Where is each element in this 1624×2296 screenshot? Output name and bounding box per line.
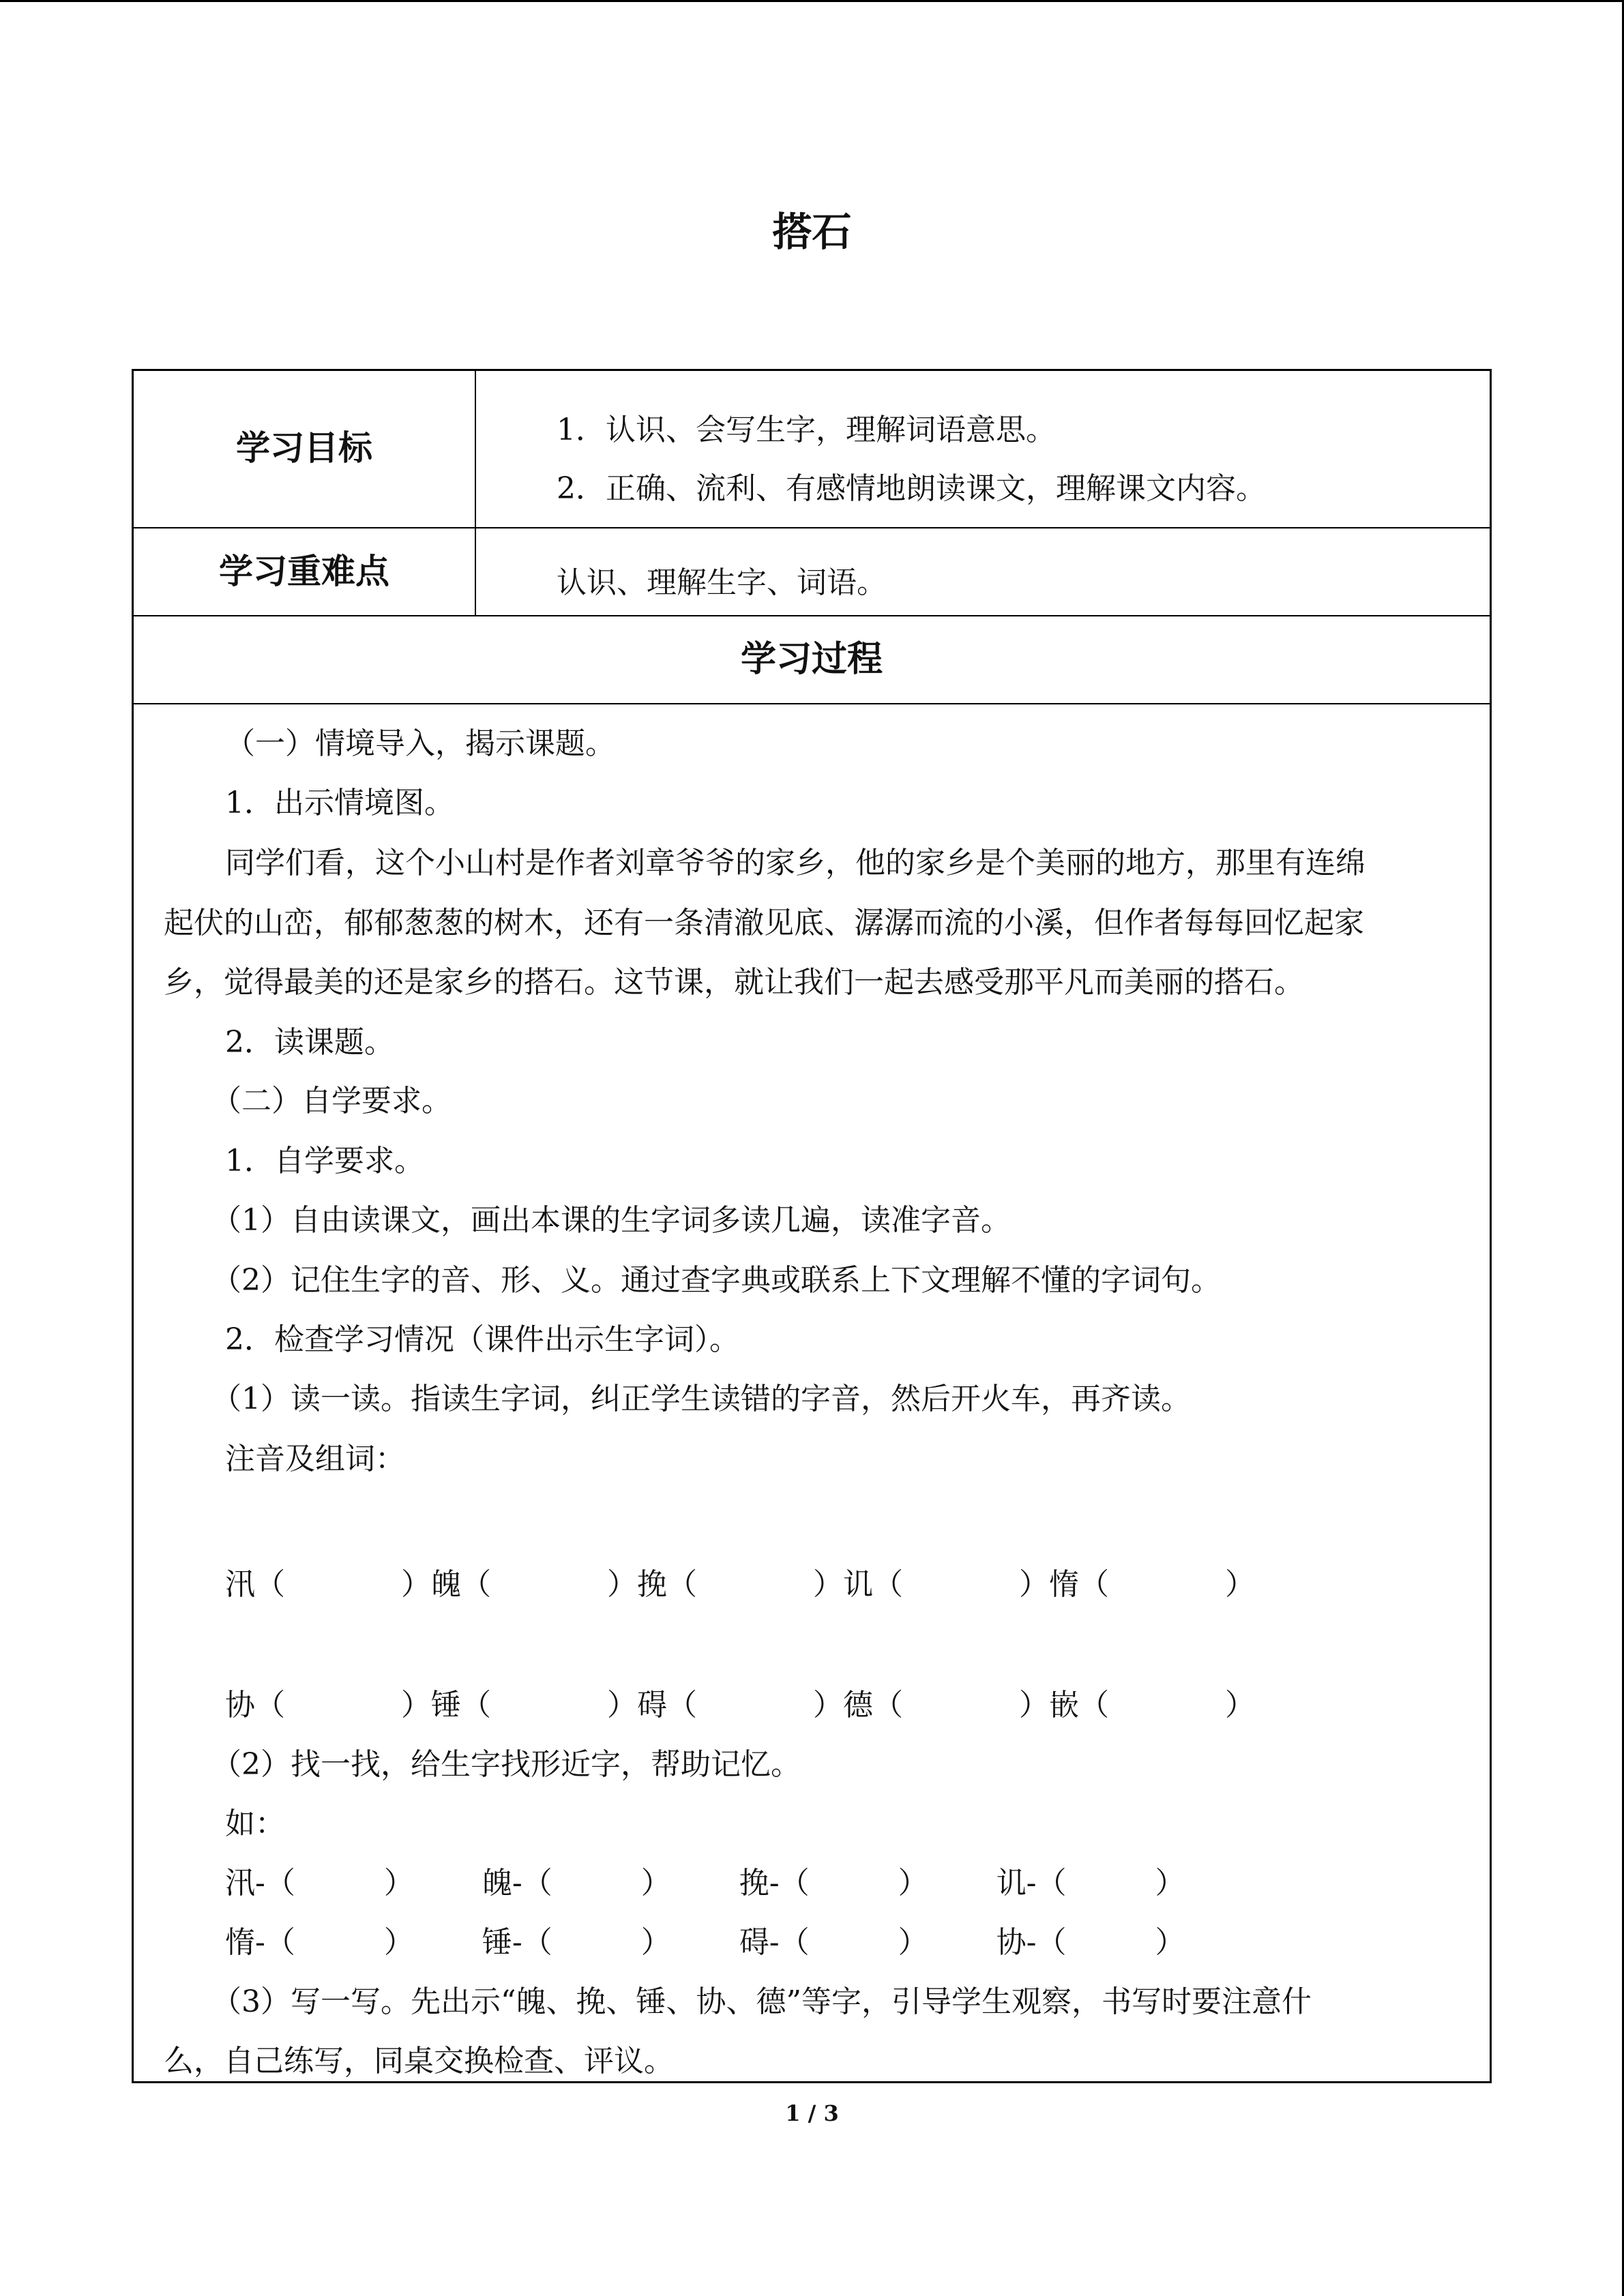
process-line: （2）找一找，给生字找形近字，帮助记忆。 bbox=[211, 1747, 801, 1782]
keypoints-value: 认识、理解生字、词语。 bbox=[557, 565, 887, 600]
keypoints-label: 学习重难点 bbox=[219, 552, 389, 591]
table-row-divider bbox=[134, 615, 1490, 616]
similar-segment: ） bbox=[640, 1925, 671, 1960]
process-line: （3）写一写。先出示“魄、挽、锤、协、德”等字，引导学生观察，书写时要注意什 bbox=[211, 1984, 1312, 2019]
process-heading: 学习过程 bbox=[740, 639, 883, 680]
process-line: 乡，觉得最美的还是家乡的搭石。这节课，就让我们一起去感受那平凡而美丽的搭石。 bbox=[164, 965, 1304, 1000]
similar-segment: ） bbox=[1155, 1925, 1185, 1960]
similar-segment: ） bbox=[1155, 1866, 1185, 1900]
pinyin-segment: ）讥（ bbox=[813, 1567, 903, 1602]
pinyin-row bbox=[225, 1685, 1255, 1726]
pinyin-segment: ） bbox=[1225, 1567, 1255, 1602]
process-line: 注音及组词： bbox=[225, 1442, 405, 1476]
similar-segment: 汛-（ bbox=[225, 1866, 295, 1900]
similar-segment: ） bbox=[898, 1866, 928, 1900]
lesson-plan-table bbox=[132, 369, 1492, 2083]
similar-segment: 挽-（ bbox=[739, 1866, 810, 1900]
pinyin-segment: ）碍（ bbox=[607, 1688, 697, 1723]
similar-segment: ） bbox=[383, 1866, 414, 1900]
pinyin-segment: ）魄（ bbox=[401, 1567, 491, 1602]
page-edge-top bbox=[0, 0, 1624, 2]
process-line: 同学们看，这个小山村是作者刘章爷爷的家乡，他的家乡是个美丽的地方，那里有连绵 bbox=[225, 846, 1365, 880]
document-title: 搭石 bbox=[772, 209, 852, 255]
table-row-divider bbox=[134, 703, 1490, 704]
similar-segment: ） bbox=[898, 1925, 928, 1960]
pinyin-segment: ）惰（ bbox=[1019, 1567, 1109, 1602]
similar-segment: 惰-（ bbox=[225, 1925, 295, 1960]
process-line: 么，自己练写，同桌交换检查、评议。 bbox=[164, 2044, 674, 2078]
similar-char-row bbox=[225, 1922, 1185, 1963]
page-number: 1 / 3 bbox=[785, 2100, 839, 2126]
table-column-divider bbox=[475, 371, 476, 615]
goal-item: 2．正确、流利、有感情地朗读课文，理解课文内容。 bbox=[557, 471, 1266, 506]
similar-segment: ） bbox=[640, 1866, 671, 1900]
pinyin-row bbox=[225, 1564, 1255, 1605]
process-line: 起伏的山峦，郁郁葱葱的树木，还有一条清澈见底、潺潺而流的小溪，但作者每每回忆起家 bbox=[164, 906, 1364, 940]
pinyin-segment: 协（ bbox=[225, 1688, 285, 1723]
process-line: （1）自由读课文，画出本课的生字词多读几遍，读准字音。 bbox=[211, 1203, 1011, 1238]
table-row-divider bbox=[134, 527, 1490, 528]
process-line: （一）情境导入，揭示课题。 bbox=[225, 726, 615, 761]
process-line: （2）记住生字的音、形、义。通过查字典或联系上下文理解不懂的字词句。 bbox=[211, 1263, 1221, 1298]
process-line: 1．出示情境图。 bbox=[225, 786, 454, 820]
pinyin-segment: ） bbox=[1225, 1688, 1255, 1723]
process-line: 2．检查学习情况（课件出示生字词）。 bbox=[225, 1322, 739, 1357]
similar-segment: 协-（ bbox=[996, 1925, 1067, 1960]
goals-label: 学习目标 bbox=[236, 428, 372, 468]
process-line: （二）自学要求。 bbox=[211, 1084, 452, 1118]
similar-segment: ） bbox=[383, 1925, 414, 1960]
process-line: 1．自学要求。 bbox=[225, 1144, 424, 1178]
similar-segment: 锤-（ bbox=[482, 1925, 552, 1960]
pinyin-segment: ）德（ bbox=[813, 1688, 903, 1723]
process-line: 2．读课题。 bbox=[225, 1025, 394, 1060]
pinyin-segment: 汛（ bbox=[225, 1567, 285, 1602]
goal-item: 1．认识、会写生字，理解词语意思。 bbox=[557, 413, 1056, 447]
process-line: （1）读一读。指读生字词，纠正学生读错的字音，然后开火车，再齐读。 bbox=[211, 1382, 1191, 1416]
similar-segment: 魄-（ bbox=[482, 1866, 552, 1900]
similar-segment: 碍-（ bbox=[739, 1925, 810, 1960]
similar-char-row bbox=[225, 1863, 1185, 1904]
pinyin-segment: ）嵌（ bbox=[1019, 1688, 1109, 1723]
similar-segment: 讥-（ bbox=[996, 1866, 1067, 1900]
pinyin-segment: ）锤（ bbox=[401, 1688, 491, 1723]
process-line: 如： bbox=[225, 1806, 285, 1841]
pinyin-segment: ）挽（ bbox=[607, 1567, 697, 1602]
